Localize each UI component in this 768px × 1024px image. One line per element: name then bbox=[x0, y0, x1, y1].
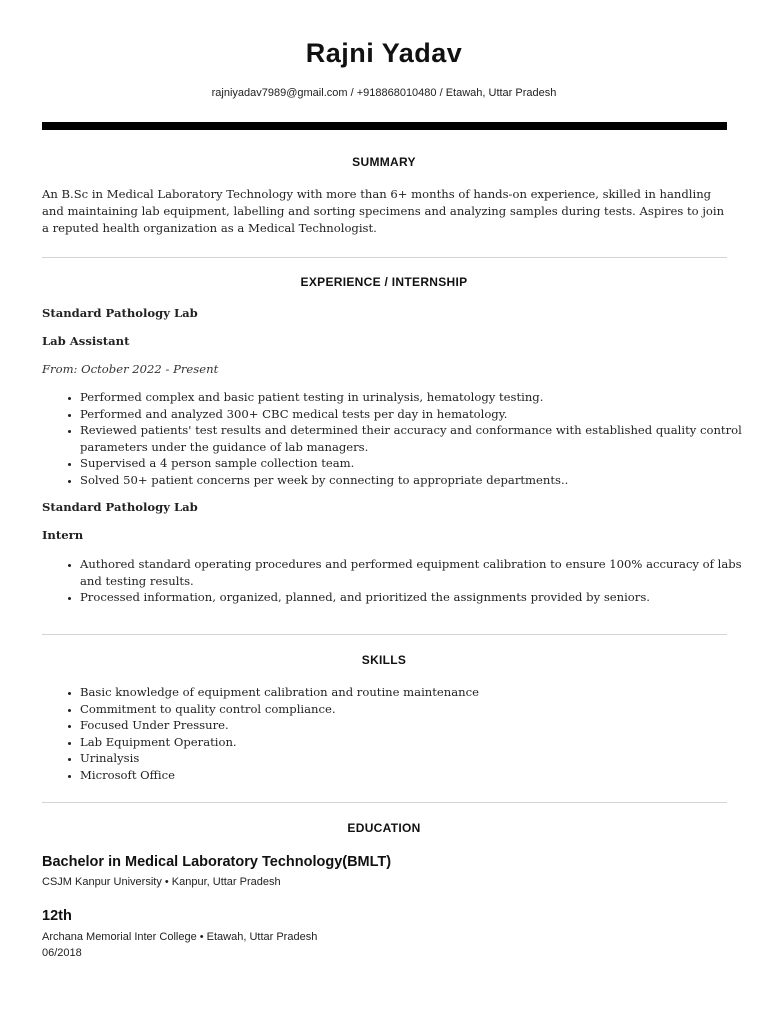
list-item: • Focused Under Pressure. bbox=[80, 717, 760, 734]
list-item: • Lab Equipment Operation. bbox=[80, 734, 760, 751]
section-divider bbox=[42, 634, 727, 635]
education-school: CSJM Kanpur University • Kanpur, Uttar Pradesh bbox=[42, 876, 281, 888]
list-item: • Reviewed patients' test results and determined their accuracy and conformance with established quality control parameters under the guidance of lab managers. bbox=[80, 422, 760, 455]
job-company: Standard Pathology Lab bbox=[42, 306, 198, 320]
section-divider bbox=[42, 257, 727, 258]
job-bullet-list bbox=[42, 389, 760, 488]
skills-heading: SKILLS bbox=[361, 653, 407, 667]
education-degree: 12th bbox=[42, 908, 72, 924]
job-company: Standard Pathology Lab bbox=[42, 500, 198, 514]
education-date: 06/2018 bbox=[42, 947, 82, 959]
summary-heading: SUMMARY bbox=[352, 155, 416, 169]
experience-heading: EXPERIENCE / INTERNSHIP bbox=[300, 275, 468, 289]
list-item: • Performed and analyzed 300+ CBC medical tests per day in hematology. bbox=[80, 406, 760, 423]
list-item: • Basic knowledge of equipment calibration and routine maintenance bbox=[80, 684, 760, 701]
job-role: Lab Assistant bbox=[42, 334, 130, 348]
list-item: • Processed information, organized, planned, and prioritized the assignments provided by seniors. bbox=[80, 589, 760, 606]
resume-name: Rajni Yadav bbox=[305, 38, 463, 68]
job-bullet-list bbox=[42, 556, 760, 606]
list-item: • Supervised a 4 person sample collection team. bbox=[80, 455, 760, 472]
list-item: • Commitment to quality control compliance. bbox=[80, 701, 760, 718]
list-item: • Urinalysis bbox=[80, 750, 760, 767]
education-heading: EDUCATION bbox=[347, 821, 421, 835]
summary-text: An B.Sc in Medical Laboratory Technology with more than 6+ months of hands-on experience, skilled in handling and maintaining lab equipment, labelling and sorting specimens and analyzing samples during tests. Aspires to join a reputed health organization as a Medical Technologist. bbox=[42, 187, 725, 235]
list-item: • Microsoft Office bbox=[80, 767, 760, 784]
job-dates: From: October 2022 - Present bbox=[42, 362, 219, 376]
contact-line: rajniyadav7989@gmail.com / +918868010480 / Etawah, Uttar Pradesh bbox=[211, 87, 557, 99]
job-role: Intern bbox=[42, 528, 84, 542]
list-item: • Performed complex and basic patient testing in urinalysis, hematology testing. bbox=[80, 389, 760, 406]
list-item: • Authored standard operating procedures and performed equipment calibration to ensure 100% accuracy of labs and testing results. bbox=[80, 556, 760, 589]
education-school: Archana Memorial Inter College • Etawah, Uttar Pradesh bbox=[42, 931, 318, 943]
education-degree: Bachelor in Medical Laboratory Technology(BMLT) bbox=[42, 854, 392, 870]
skills-list bbox=[42, 684, 760, 783]
list-item: • Solved 50+ patient concerns per week by connecting to appropriate departments.. bbox=[80, 472, 760, 489]
header-divider bbox=[42, 122, 727, 130]
section-divider bbox=[42, 802, 727, 803]
